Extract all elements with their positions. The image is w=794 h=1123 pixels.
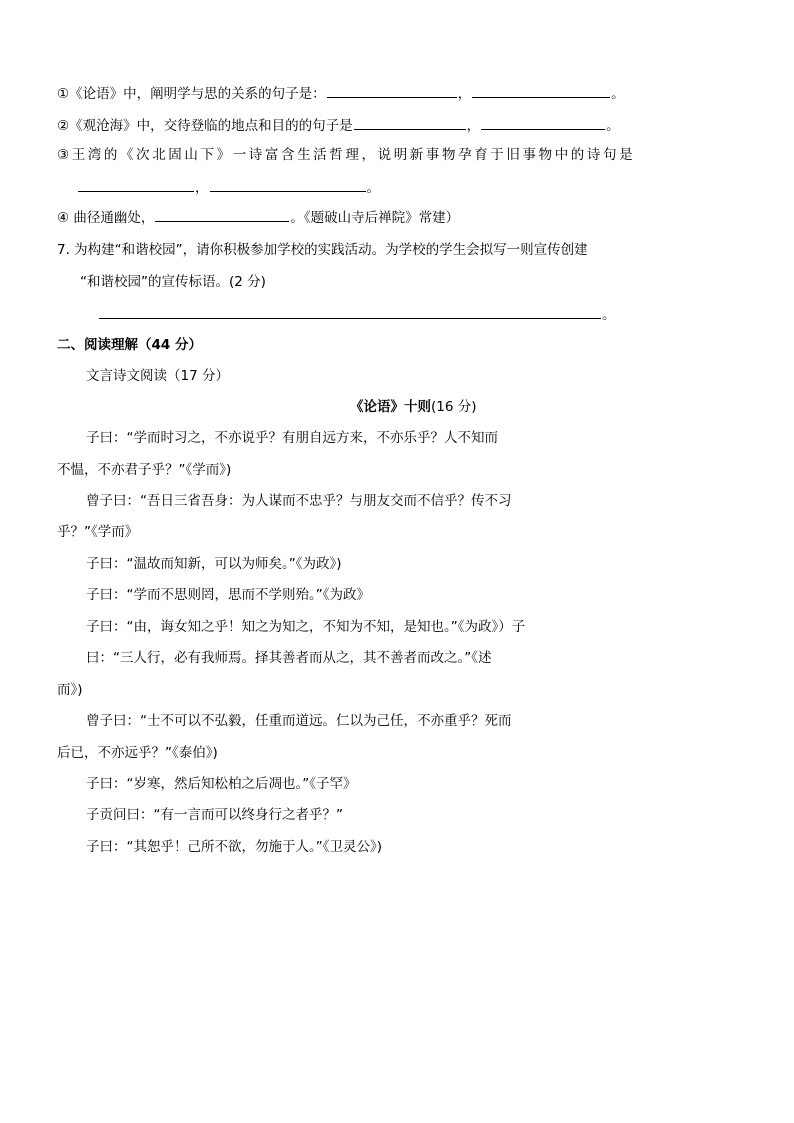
question-7-line-1: 7. 为构建“和谐校园”，请你积极参加学校的实践活动。为学校的学生会拟写一则宣传创建 (57, 242, 588, 258)
answer-blank-3b[interactable] (210, 178, 366, 192)
question-1 (57, 84, 625, 103)
passage-line: 子贡问曰：“有一言而可以终身行之者乎？” (86, 807, 343, 823)
answer-blank-2b[interactable] (481, 116, 605, 130)
passage-line: 子曰：“学而时习之，不亦说乎？有朋自远方来，不亦乐乎？人不知而 (86, 430, 498, 446)
passage-line: 曾子曰：“吾日三省吾身：为人谋而不忠乎？与朋友交而不信乎？传不习 (86, 493, 512, 509)
question-2-prompt: ②《观沧海》中，交待登临的地点和目的的句子是 (57, 118, 353, 134)
passage-line: 曾子曰：“士不可以不弘毅，任重而道远。仁以为己任，不亦重乎？死而 (86, 713, 512, 729)
passage-line: 子曰：“由，诲女知之乎！知之为知之，不知为不知，是知也。”《为政》）子 (86, 619, 526, 635)
passage-title (350, 398, 477, 416)
period: 。 (602, 307, 616, 323)
question-7-line-2: “和谐校园”的宣传标语。(2 分) (80, 274, 266, 290)
question-4-prompt: ④ 曲径通幽处， (57, 210, 155, 226)
passage-line: 不愠，不亦君子乎？”《学而》) (57, 462, 232, 478)
period: 。 (611, 86, 625, 102)
comma: ， (466, 118, 481, 134)
passage-line: 乎？”《学而》 (57, 524, 139, 540)
period: 。 (366, 180, 380, 196)
answer-blank-2a[interactable] (354, 116, 466, 130)
question-1-prompt: ①《论语》中，阐明学与思的关系的句子是： (57, 86, 326, 102)
comma: ， (457, 86, 472, 102)
passage-line: 子曰：“岁寒，然后知松柏之后凋也。”《子罕》 (86, 776, 357, 792)
question-3-answer (77, 178, 380, 197)
answer-blank-3a[interactable] (78, 178, 194, 192)
passage-title-text: 《论语》十则 (350, 399, 431, 415)
question-4 (57, 208, 459, 227)
comma: ， (195, 180, 209, 196)
answer-blank-1a[interactable] (327, 84, 457, 98)
passage-line: 子曰：“学而不思则罔，思而不学则殆。”《为政》 (86, 587, 370, 603)
passage-line: 子曰：“其恕乎！己所不欲，勿施于人。”《卫灵公》) (86, 839, 383, 855)
question-4-source: 。《题破山寺后禅院》常建） (290, 210, 460, 226)
answer-blank-1b[interactable] (472, 84, 610, 98)
question-3-prompt: ③王湾的《次北固山下》一诗富含生活哲理，说明新事物孕育于旧事物中的诗句是 (57, 147, 636, 163)
passage-line: 而》) (57, 682, 83, 698)
passage-score: (16 分) (431, 399, 477, 415)
answer-blank-4[interactable] (155, 208, 289, 222)
passage-line: 后已，不亦远乎？”《泰伯》) (57, 745, 218, 761)
passage-line: 子曰：“温故而知新，可以为师矣。”《为政》) (86, 556, 342, 572)
question-7-answer (98, 305, 616, 324)
question-2 (57, 116, 620, 135)
section-subheading: 文言诗文阅读（17 分） (86, 368, 229, 384)
answer-blank-7[interactable] (99, 305, 601, 319)
period: 。 (606, 118, 620, 134)
section-heading: 二、阅读理解（44 分） (57, 337, 202, 353)
passage-line: 曰：“三人行，必有我师焉。择其善者而从之，其不善者而改之。”《述 (86, 650, 492, 666)
